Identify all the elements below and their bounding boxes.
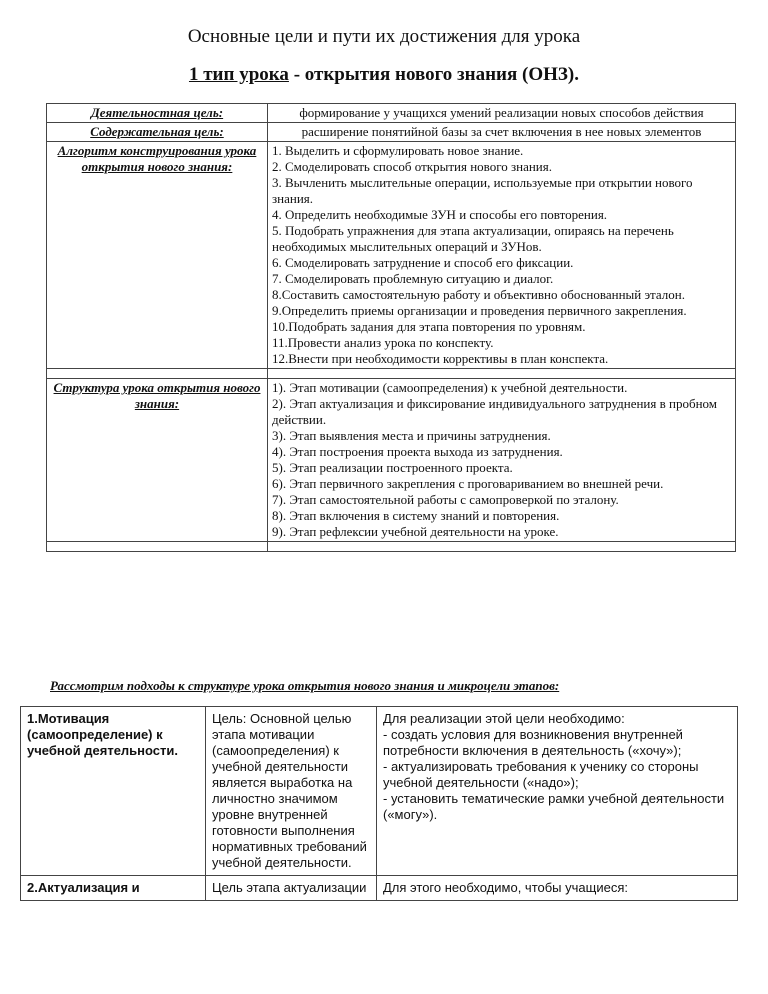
structure-label: Структура урока открытия нового знания: <box>47 379 268 542</box>
algorithm-label: Алгоритм конструирования урока открытия нового знания: <box>47 142 268 369</box>
structure-steps <box>268 379 736 542</box>
structure-step: 1). Этап мотивации (самоопределения) к учебной деятельности. <box>272 380 628 395</box>
lesson-type-heading <box>0 64 768 86</box>
content-goal-row <box>47 123 736 142</box>
content-goal-label: Содержательная цель: <box>47 123 268 142</box>
algorithm-steps <box>268 142 736 369</box>
stage-means <box>377 707 738 876</box>
row-spacer <box>47 542 736 552</box>
stage-means-item: - создать условия для возникновения внутренней потребности включения в деятельность («хочу»); <box>383 727 683 758</box>
section-heading: Рассмотрим подходы к структуре урока открытия нового знания и микроцели этапов: <box>50 678 560 693</box>
structure-step: 5). Этап реализации построенного проекта. <box>272 460 513 475</box>
stage-row-actualization <box>21 876 738 901</box>
stage-means-item: - установить тематические рамки учебной деятельности («могу»). <box>383 791 725 822</box>
structure-step: 3). Этап выявления места и причины затруднения. <box>272 428 551 443</box>
algorithm-step: 12.Внести при необходимости коррективы в план конспекта. <box>272 351 609 366</box>
structure-step: 7). Этап самостоятельной работы с самопроверкой по эталону. <box>272 492 619 507</box>
algorithm-step: 4. Определить необходимые ЗУН и способы его повторения. <box>272 207 608 222</box>
stage-means-item: - актуализировать требования к ученику со стороны учебной деятельности («надо»); <box>383 759 699 790</box>
goals-table <box>46 103 736 552</box>
stage-means-list <box>383 727 731 823</box>
lesson-type-number: 1 тип урока <box>188 64 289 85</box>
stage-name: 1.Мотивация (самоопределение) к учебной деятельности. <box>21 707 206 876</box>
stage-goal: Цель этапа актуализации <box>206 876 377 901</box>
activity-goal-row <box>47 104 736 123</box>
algorithm-step: 6. Смоделировать затруднение и способ его фиксации. <box>272 255 574 270</box>
algorithm-step: 5. Подобрать упражнения для этапа актуализации, опираясь на перечень необходимых мыслительных операций и ЗУНов. <box>272 223 674 254</box>
stage-means-intro: Для реализации этой цели необходимо: <box>383 711 625 726</box>
stages-table <box>20 706 738 901</box>
structure-row <box>47 379 736 542</box>
stage-means <box>377 876 738 901</box>
algorithm-step: 3. Вычленить мыслительные операции, используемые при открытии нового знания. <box>272 175 693 206</box>
algorithm-step: 7. Смоделировать проблемную ситуацию и диалог. <box>272 271 554 286</box>
algorithm-step: 9.Определить приемы организации и проведения первичного закрепления. <box>272 303 687 318</box>
algorithm-step: 11.Провести анализ урока по конспекту. <box>272 335 494 350</box>
structure-step: 8). Этап включения в систему знаний и повторения. <box>272 508 560 523</box>
algorithm-row <box>47 142 736 369</box>
stage-means-intro: Для этого необходимо, чтобы учащиеся: <box>383 880 628 895</box>
stage-goal: Цель: Основной целью этапа мотивации (самоопределения) к учебной деятельности является выработка на личностно значимом уровне внутренней готовности выполнения нормативных требований учебной деятельности. <box>206 707 377 876</box>
document-title: Основные цели и пути их достижения для урока <box>187 26 581 47</box>
row-spacer <box>47 369 736 379</box>
algorithm-step: 8.Составить самостоятельную работу и объективно обоснованный эталон. <box>272 287 685 302</box>
algorithm-step: 2. Смоделировать способ открытия нового знания. <box>272 159 552 174</box>
activity-goal-text: формирование у учащихся умений реализации новых способов действия <box>268 104 736 123</box>
content-goal-text: расширение понятийной базы за счет включения в нее новых элементов <box>268 123 736 142</box>
activity-goal-label: Деятельностная цель: <box>47 104 268 123</box>
structure-step: 4). Этап построения проекта выхода из затруднения. <box>272 444 563 459</box>
structure-step: 9). Этап рефлексии учебной деятельности на уроке. <box>272 524 559 539</box>
structure-step: 2). Этап актуализация и фиксирование индивидуального затруднения в пробном действии. <box>272 396 718 427</box>
algorithm-step: 1. Выделить и сформулировать новое знание. <box>272 143 524 158</box>
lesson-type-name: - открытия нового знания (ОНЗ). <box>288 64 580 85</box>
structure-step: 6). Этап первичного закрепления с проговариванием во внешней речи. <box>272 476 664 491</box>
stage-row-motivation <box>21 707 738 876</box>
algorithm-step: 10.Подобрать задания для этапа повторения по уровням. <box>272 319 586 334</box>
stage-name: 2.Актуализация и <box>21 876 206 901</box>
